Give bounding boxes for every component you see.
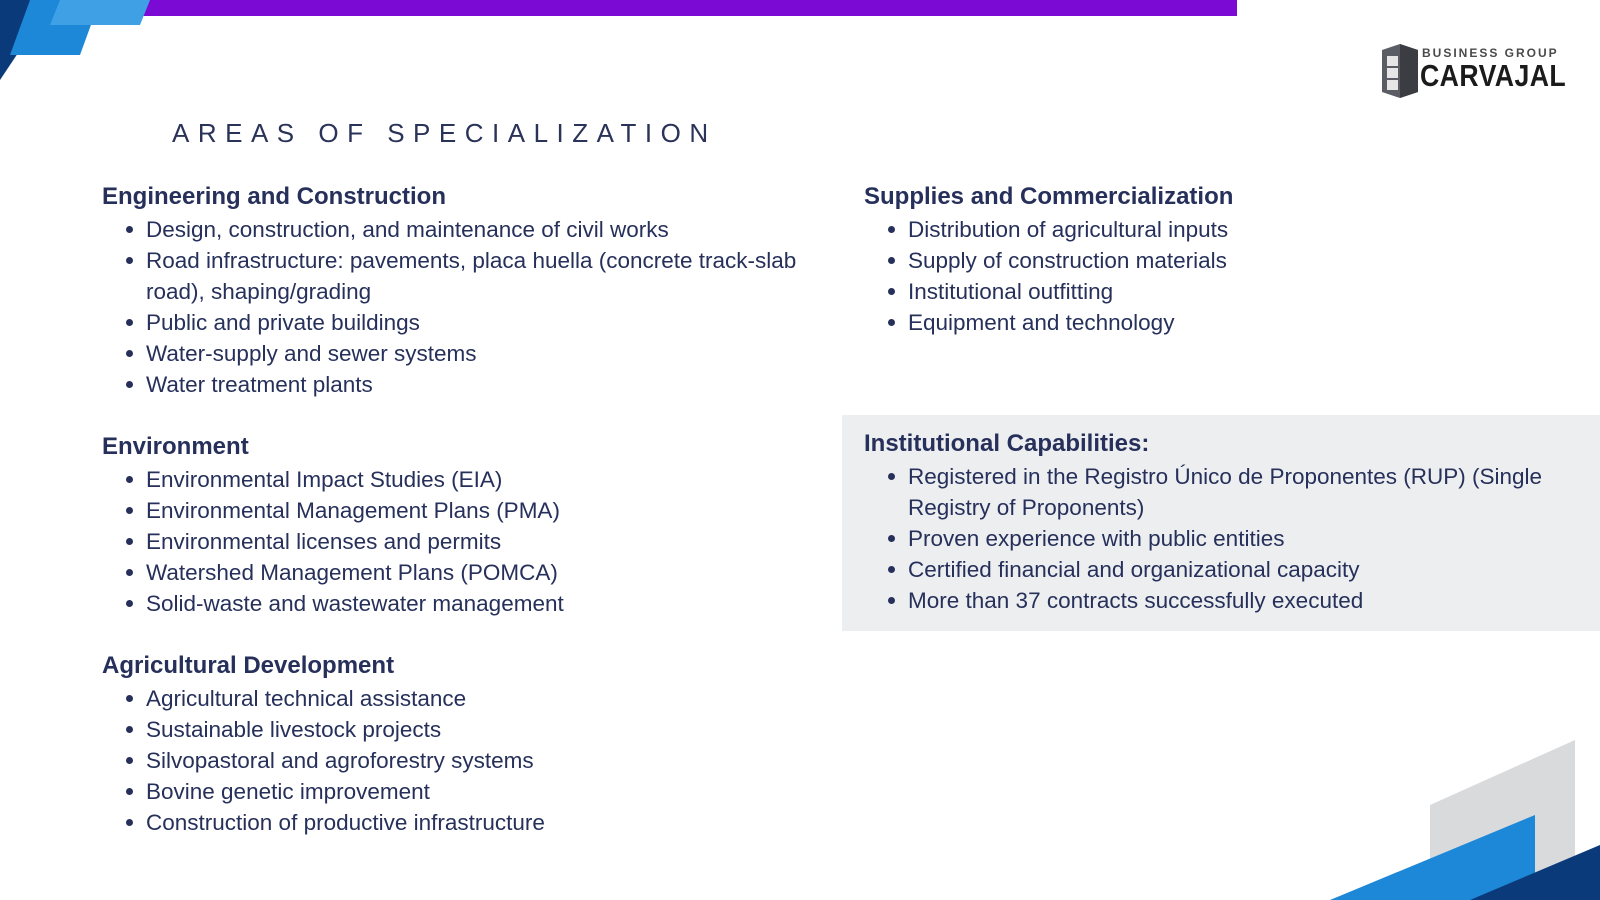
list-item: Public and private buildings <box>146 307 822 338</box>
section-environment <box>102 430 822 619</box>
list-item: Environmental licenses and permits <box>146 526 822 557</box>
logo-name: CARVAJAL <box>1420 58 1567 93</box>
list-item: Distribution of agricultural inputs <box>908 214 1564 245</box>
list-item: Institutional outfitting <box>908 276 1564 307</box>
list-item: More than 37 contracts successfully executed <box>908 585 1564 616</box>
company-logo <box>1382 42 1567 100</box>
list-item: Environmental Impact Studies (EIA) <box>146 464 822 495</box>
section-agricultural <box>102 649 822 838</box>
list-item: Watershed Management Plans (POMCA) <box>146 557 822 588</box>
bullet-list <box>864 214 1564 338</box>
list-item: Environmental Management Plans (PMA) <box>146 495 822 526</box>
section-heading: Supplies and Commercialization <box>864 183 1234 210</box>
section-heading: Institutional Capabilities: <box>864 430 1150 457</box>
list-item: Agricultural technical assistance <box>146 683 822 714</box>
corner-decoration-top-left <box>0 0 160 90</box>
logo-subtitle: BUSINESS GROUP <box>1422 46 1559 60</box>
list-item: Certified financial and organizational capacity <box>908 554 1564 585</box>
logo-mark-icon <box>1382 44 1418 98</box>
section-heading: Engineering and Construction <box>102 183 447 210</box>
section-heading: Agricultural Development <box>102 652 395 679</box>
section-supplies <box>864 180 1564 338</box>
bullet-list <box>102 464 822 619</box>
list-item: Equipment and technology <box>908 307 1564 338</box>
bullet-list <box>864 461 1564 616</box>
right-column <box>864 180 1564 338</box>
list-item: Construction of productive infrastructure <box>146 807 822 838</box>
list-item: Water-supply and sewer systems <box>146 338 822 369</box>
list-item: Silvopastoral and agroforestry systems <box>146 745 822 776</box>
institutional-block <box>864 427 1564 616</box>
list-item: Supply of construction materials <box>908 245 1564 276</box>
corner-decoration-bottom-right <box>1300 740 1600 900</box>
left-column <box>102 180 822 838</box>
list-item: Design, construction, and maintenance of civil works <box>146 214 822 245</box>
page-title: AREAS OF SPECIALIZATION <box>172 118 717 148</box>
section-institutional <box>864 427 1564 616</box>
list-item: Solid-waste and wastewater management <box>146 588 822 619</box>
list-item: Registered in the Registro Único de Proponentes (RUP) (Single Registry of Proponents) <box>908 461 1564 523</box>
list-item: Bovine genetic improvement <box>146 776 822 807</box>
bullet-list <box>102 214 822 400</box>
list-item: Proven experience with public entities <box>908 523 1564 554</box>
section-heading: Environment <box>102 433 249 460</box>
top-accent-bar <box>0 0 1237 16</box>
section-engineering <box>102 180 822 400</box>
list-item: Water treatment plants <box>146 369 822 400</box>
list-item: Road infrastructure: pavements, placa huella (concrete track-slab road), shaping/grading <box>146 245 822 307</box>
bullet-list <box>102 683 822 838</box>
list-item: Sustainable livestock projects <box>146 714 822 745</box>
